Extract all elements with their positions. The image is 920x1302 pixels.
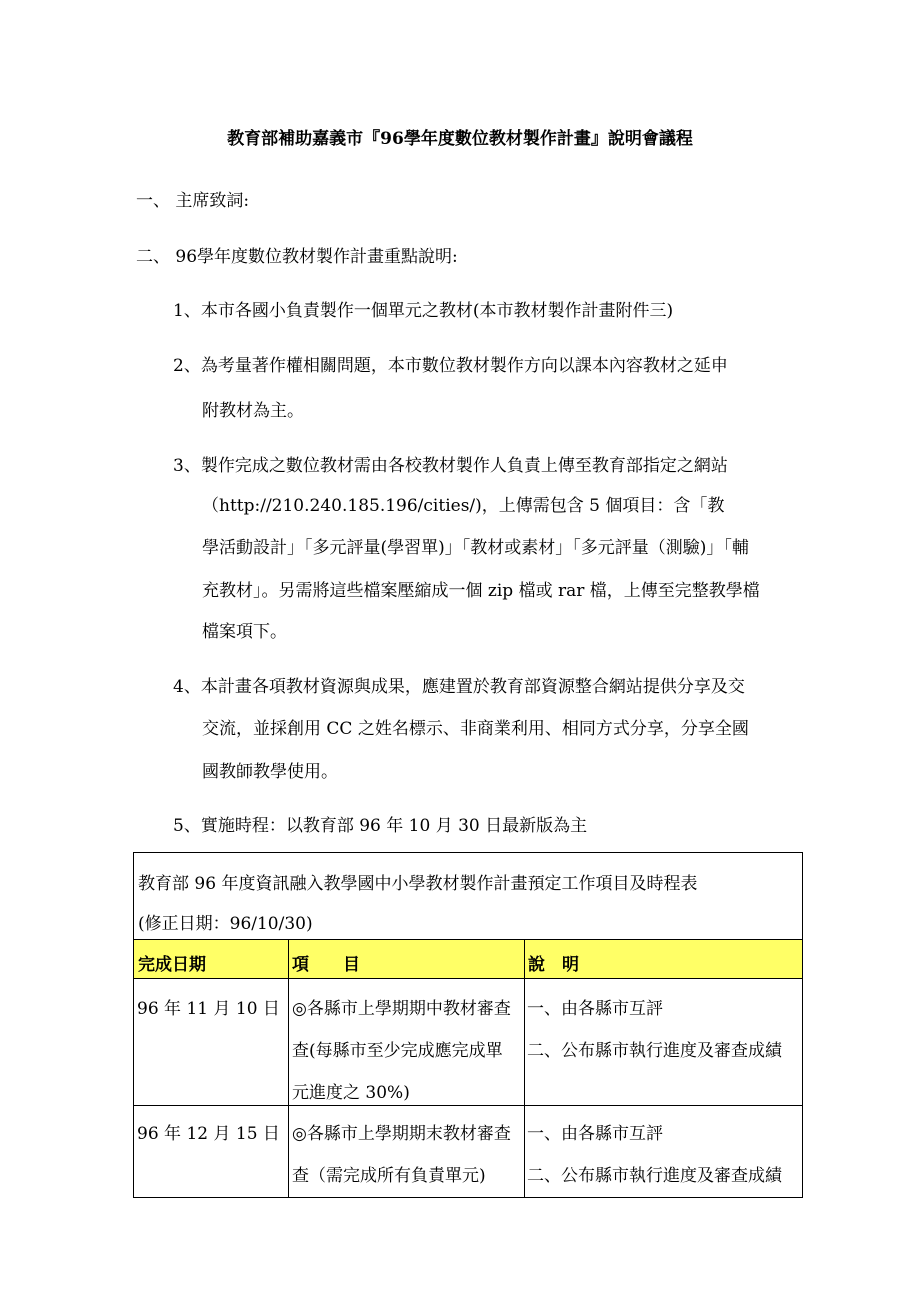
- row-1-desc-line-1: 一、由各縣市互評: [527, 999, 663, 1019]
- table-revision-date: (修正日期：96/10/30): [138, 914, 313, 934]
- row-1-date: 96 年 11 月 10 日: [137, 999, 280, 1019]
- row-2-item-line-1: ◎各縣市上學期期末教材審查: [292, 1124, 511, 1144]
- item-2-line-1: 2、為考量著作權相關問題，本市數位教材製作方向以課本內容教材之延申: [173, 356, 728, 376]
- row-2-item-line-2: 查（需完成所有負責單元): [292, 1166, 486, 1186]
- item-4-line-2: 交流，並採創用 CC 之姓名標示、非商業利用、相同方式分享，分享全國: [202, 719, 749, 739]
- document-title: 教育部補助嘉義市『96學年度數位教材製作計畫』說明會議程: [227, 129, 693, 149]
- row-1-desc-line-2: 二、公布縣市執行進度及審查成績: [527, 1041, 782, 1061]
- item-3-line-5: 檔案項下。: [202, 622, 287, 642]
- item-4-line-1: 4、本計畫各項教材資源與成果，應建置於教育部資源整合網站提供分享及交: [173, 677, 745, 697]
- row-divider: [134, 1105, 802, 1106]
- schedule-table: [133, 852, 803, 1198]
- header-description: 說 明: [528, 955, 579, 975]
- item-5-schedule: 5、實施時程：以教育部 96 年 10 月 30 日最新版為主: [173, 816, 588, 836]
- section-1-chair-speech: 一、 主席致詞:: [136, 191, 250, 211]
- item-2-line-2: 附教材為主。: [202, 401, 304, 421]
- section-2-plan-overview: 二、 96學年度數位教材製作計畫重點說明:: [136, 247, 458, 267]
- header-item: 項 目: [292, 955, 360, 975]
- item-3-line-1: 3、製作完成之數位教材需由各校教材製作人負責上傳至教育部指定之網站: [173, 456, 728, 476]
- row-2-desc-line-1: 一、由各縣市互評: [527, 1124, 663, 1144]
- row-2-date: 96 年 12 月 15 日: [137, 1124, 280, 1144]
- table-caption: 教育部 96 年度資訊融入教學國中小學教材製作計畫預定工作項目及時程表: [138, 874, 698, 894]
- header-date: 完成日期: [138, 955, 206, 975]
- item-4-line-3: 國教師教學使用。: [202, 762, 338, 782]
- column-divider: [288, 939, 289, 1197]
- item-3-line-3: 學活動設計」「多元評量(學習單)」「教材或素材」「多元評量（測驗)」「輔: [202, 538, 749, 558]
- row-1-item-line-2: 查(每縣市至少完成應完成單: [292, 1041, 503, 1061]
- row-2-desc-line-2: 二、公布縣市執行進度及審查成績: [527, 1166, 782, 1186]
- column-divider: [524, 939, 525, 1197]
- item-3-line-4: 充教材」。另需將這些檔案壓縮成一個 zip 檔或 rar 檔，上傳至完整教學檔: [202, 581, 760, 601]
- item-1: 1、本市各國小負責製作一個單元之教材(本市教材製作計畫附件三): [173, 301, 674, 321]
- row-1-item-line-3: 元進度之 30%): [292, 1083, 410, 1103]
- item-3-line-2: （http://210.240.185.196/cities/)，上傳需包含 5 個項目：含「教: [202, 496, 725, 516]
- table-header-row: [134, 939, 802, 979]
- row-1-item-line-1: ◎各縣市上學期期中教材審查: [292, 999, 511, 1019]
